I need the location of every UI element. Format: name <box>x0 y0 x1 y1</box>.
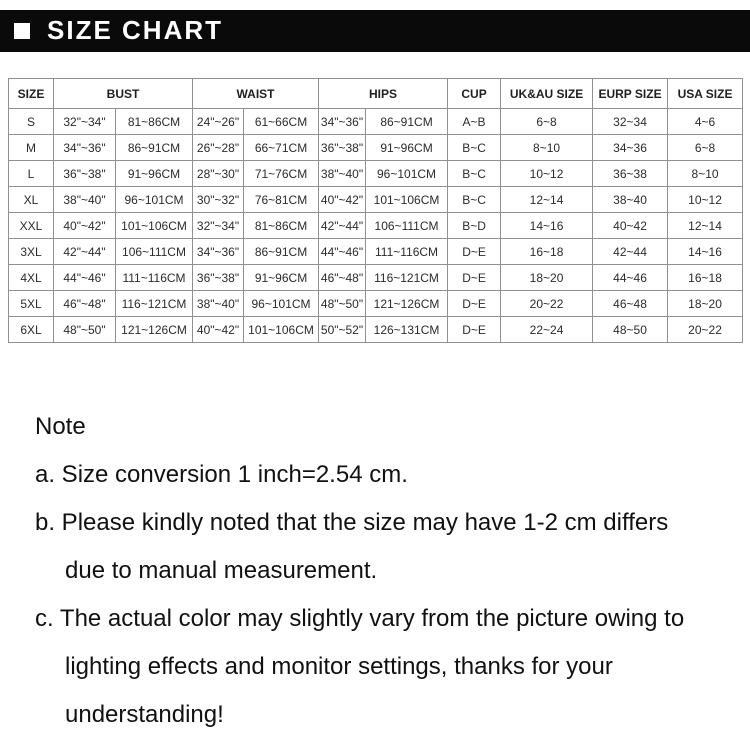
measurement-cell: D~E <box>448 317 501 343</box>
square-bullet-icon <box>14 23 30 39</box>
size-label-cell: 6XL <box>9 317 54 343</box>
measurement-cell: 40~42 <box>593 213 668 239</box>
measurement-cell: 36"~38" <box>54 161 116 187</box>
measurement-cell: 42~44 <box>593 239 668 265</box>
measurement-cell: 8~10 <box>501 135 593 161</box>
measurement-cell: 101~106CM <box>366 187 448 213</box>
notes-list <box>35 451 735 739</box>
measurement-cell: 16~18 <box>501 239 593 265</box>
size-table-body <box>9 109 743 343</box>
measurement-cell: 10~12 <box>501 161 593 187</box>
measurement-cell: 8~10 <box>668 161 743 187</box>
measurement-cell: 18~20 <box>668 291 743 317</box>
measurement-cell: 96~101CM <box>244 291 319 317</box>
header-row <box>9 79 743 109</box>
measurement-cell: 32~34 <box>593 109 668 135</box>
measurement-cell: 34"~36" <box>54 135 116 161</box>
size-chart-table <box>8 78 743 343</box>
measurement-cell: 10~12 <box>668 187 743 213</box>
measurement-cell: 96~101CM <box>116 187 193 213</box>
table-row <box>9 213 743 239</box>
measurement-cell: 40"~42" <box>193 317 244 343</box>
col-header-cup: CUP <box>448 79 501 109</box>
measurement-cell: 6~8 <box>668 135 743 161</box>
measurement-cell: 40"~42" <box>54 213 116 239</box>
measurement-cell: 12~14 <box>668 213 743 239</box>
col-header-eurp: EURP SIZE <box>593 79 668 109</box>
col-header-waist: WAIST <box>193 79 319 109</box>
measurement-cell: 4~6 <box>668 109 743 135</box>
note-line: understanding! <box>65 701 224 728</box>
measurement-cell: 44"~46" <box>319 239 366 265</box>
note-line: c. The actual color may slightly vary from the picture owing to <box>35 605 685 632</box>
measurement-cell: 36"~38" <box>193 265 244 291</box>
note-line: due to manual measurement. <box>65 557 378 584</box>
measurement-cell: 101~106CM <box>244 317 319 343</box>
table-row <box>9 317 743 343</box>
measurement-cell: D~E <box>448 291 501 317</box>
note-line: lighting effects and monitor settings, thanks for your <box>65 653 613 680</box>
notes-heading: Note <box>35 413 86 440</box>
size-label-cell: S <box>9 109 54 135</box>
size-label-cell: 5XL <box>9 291 54 317</box>
measurement-cell: 66~71CM <box>244 135 319 161</box>
measurement-cell: 22~24 <box>501 317 593 343</box>
measurement-cell: 121~126CM <box>366 291 448 317</box>
title-bar <box>0 10 750 52</box>
note-line: b. Please kindly noted that the size may have 1-2 cm differs <box>35 509 669 536</box>
measurement-cell: 81~86CM <box>116 109 193 135</box>
col-header-usa: USA SIZE <box>668 79 743 109</box>
measurement-cell: 106~111CM <box>116 239 193 265</box>
measurement-cell: 44~46 <box>593 265 668 291</box>
measurement-cell: 121~126CM <box>116 317 193 343</box>
col-header-ukau: UK&AU SIZE <box>501 79 593 109</box>
measurement-cell: 48"~50" <box>319 291 366 317</box>
measurement-cell: 20~22 <box>501 291 593 317</box>
measurement-cell: 111~116CM <box>366 239 448 265</box>
size-label-cell: M <box>9 135 54 161</box>
measurement-cell: A~B <box>448 109 501 135</box>
measurement-cell: 81~86CM <box>244 213 319 239</box>
measurement-cell: 111~116CM <box>116 265 193 291</box>
measurement-cell: 116~121CM <box>116 291 193 317</box>
measurement-cell: 38~40 <box>593 187 668 213</box>
measurement-cell: 71~76CM <box>244 161 319 187</box>
measurement-cell: 38"~40" <box>319 161 366 187</box>
measurement-cell: 40"~42" <box>319 187 366 213</box>
col-header-hips: HIPS <box>319 79 448 109</box>
measurement-cell: 96~101CM <box>366 161 448 187</box>
table-row <box>9 187 743 213</box>
measurement-cell: 48~50 <box>593 317 668 343</box>
measurement-cell: 86~91CM <box>116 135 193 161</box>
note-line: a. Size conversion 1 inch=2.54 cm. <box>35 461 408 488</box>
table-row <box>9 291 743 317</box>
measurement-cell: 91~96CM <box>116 161 193 187</box>
measurement-cell: 86~91CM <box>244 239 319 265</box>
measurement-cell: 42"~44" <box>319 213 366 239</box>
measurement-cell: 34"~36" <box>319 109 366 135</box>
measurement-cell: 28"~30" <box>193 161 244 187</box>
measurement-cell: 116~121CM <box>366 265 448 291</box>
size-label-cell: L <box>9 161 54 187</box>
measurement-cell: 6~8 <box>501 109 593 135</box>
size-label-cell: XL <box>9 187 54 213</box>
measurement-cell: 101~106CM <box>116 213 193 239</box>
measurement-cell: 34"~36" <box>193 239 244 265</box>
measurement-cell: 44"~46" <box>54 265 116 291</box>
table-row <box>9 239 743 265</box>
measurement-cell: 34~36 <box>593 135 668 161</box>
page-title: SIZE CHART <box>47 15 223 45</box>
measurement-cell: 38"~40" <box>54 187 116 213</box>
measurement-cell: 36~38 <box>593 161 668 187</box>
notes-section <box>35 403 735 739</box>
measurement-cell: D~E <box>448 239 501 265</box>
table-row <box>9 265 743 291</box>
measurement-cell: 61~66CM <box>244 109 319 135</box>
measurement-cell: 42"~44" <box>54 239 116 265</box>
measurement-cell: 106~111CM <box>366 213 448 239</box>
measurement-cell: 38"~40" <box>193 291 244 317</box>
measurement-cell: B~C <box>448 187 501 213</box>
measurement-cell: 91~96CM <box>366 135 448 161</box>
measurement-cell: 86~91CM <box>366 109 448 135</box>
col-header-bust: BUST <box>54 79 193 109</box>
measurement-cell: 91~96CM <box>244 265 319 291</box>
col-header-size: SIZE <box>9 79 54 109</box>
measurement-cell: 32"~34" <box>54 109 116 135</box>
measurement-cell: 36"~38" <box>319 135 366 161</box>
measurement-cell: 32"~34" <box>193 213 244 239</box>
measurement-cell: 76~81CM <box>244 187 319 213</box>
size-label-cell: XXL <box>9 213 54 239</box>
measurement-cell: B~C <box>448 135 501 161</box>
table-row <box>9 135 743 161</box>
measurement-cell: 30"~32" <box>193 187 244 213</box>
measurement-cell: 50"~52" <box>319 317 366 343</box>
measurement-cell: 16~18 <box>668 265 743 291</box>
measurement-cell: 26"~28" <box>193 135 244 161</box>
measurement-cell: 18~20 <box>501 265 593 291</box>
measurement-cell: 46"~48" <box>319 265 366 291</box>
measurement-cell: 24"~26" <box>193 109 244 135</box>
table-row <box>9 161 743 187</box>
measurement-cell: 46"~48" <box>54 291 116 317</box>
measurement-cell: D~E <box>448 265 501 291</box>
size-label-cell: 3XL <box>9 239 54 265</box>
measurement-cell: 12~14 <box>501 187 593 213</box>
measurement-cell: 48"~50" <box>54 317 116 343</box>
measurement-cell: 126~131CM <box>366 317 448 343</box>
measurement-cell: 46~48 <box>593 291 668 317</box>
table-row <box>9 109 743 135</box>
measurement-cell: 14~16 <box>501 213 593 239</box>
measurement-cell: B~C <box>448 161 501 187</box>
measurement-cell: 20~22 <box>668 317 743 343</box>
size-label-cell: 4XL <box>9 265 54 291</box>
measurement-cell: 14~16 <box>668 239 743 265</box>
measurement-cell: B~D <box>448 213 501 239</box>
